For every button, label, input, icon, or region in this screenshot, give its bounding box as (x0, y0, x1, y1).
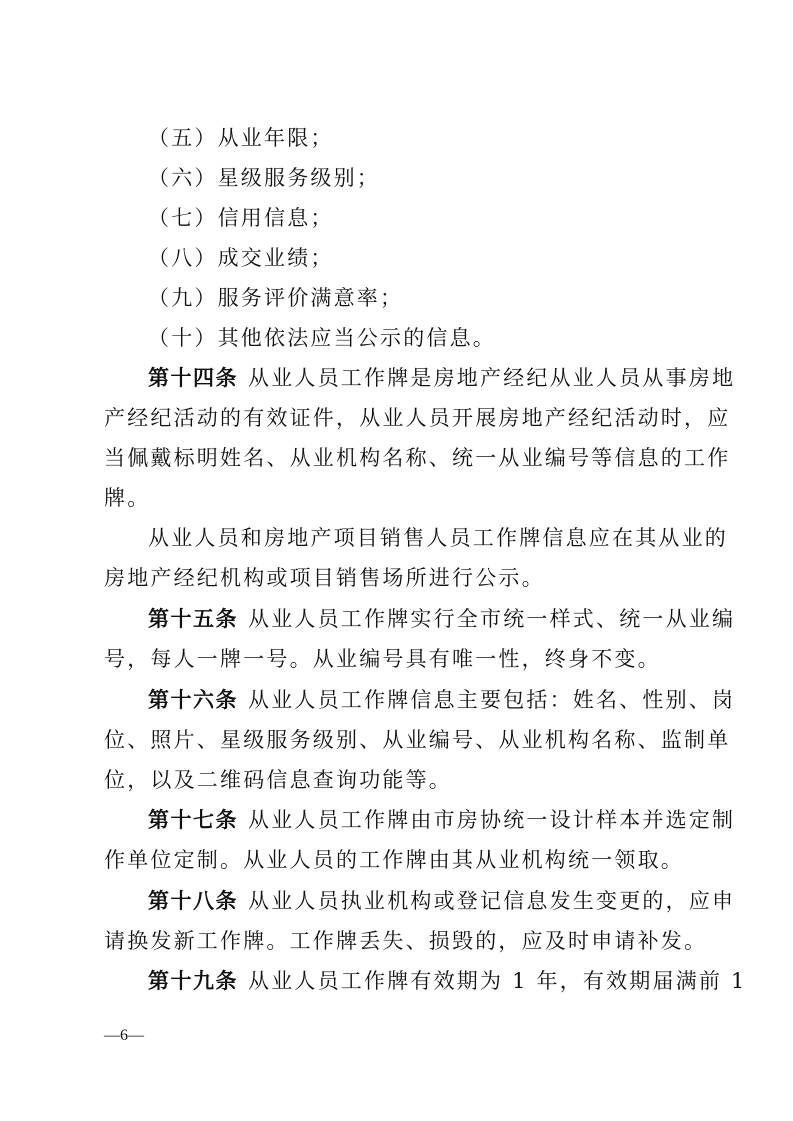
article-14-text-line: 产经纪活动的有效证件，从业人员开展房地产经纪活动时，应 (104, 406, 731, 430)
article-17-text-line: 从业人员工作牌由市房协统一设计样本并选定制 (248, 808, 736, 832)
article-19-heading: 第十九条 (148, 969, 238, 993)
article-16-text-line: 位、照片、星级服务级别、从业编号、从业机构名称、监制单 (104, 728, 731, 752)
article-14-text-line: 牌。 (104, 486, 151, 510)
article-14-text-line: 当佩戴标明姓名、从业机构名称、统一从业编号等信息的工作 (104, 446, 731, 470)
page-number: —6— (104, 1027, 144, 1044)
sales-paragraph-line: 房地产经纪机构或项目销售场所进行公示。 (104, 566, 545, 590)
article-16-text-line: 位，以及二维码信息查询功能等。 (104, 768, 452, 792)
article-14-heading: 第十四条 (148, 366, 238, 390)
list-item-5: （五）从业年限； (148, 126, 334, 150)
article-15-text-line: 从业人员工作牌实行全市统一样式、统一从业编 (248, 607, 736, 631)
list-item-6: （六）星级服务级别； (148, 166, 380, 190)
article-17-heading: 第十七条 (148, 808, 238, 832)
article-18-text-line: 请换发新工作牌。工作牌丢失、损毁的，应及时申请补发。 (104, 929, 708, 953)
article-14-text-line: 从业人员工作牌是房地产经纪从业人员从事房地 (248, 366, 736, 390)
list-item-7: （七）信用信息； (148, 206, 334, 230)
list-item-8: （八）成交业绩； (148, 246, 334, 270)
sales-paragraph-line: 从业人员和房地产项目销售人员工作牌信息应在其从业的 (148, 526, 728, 550)
article-16-first-line (148, 686, 748, 714)
article-15-heading: 第十五条 (148, 607, 238, 631)
article-18-text-line: 从业人员执业机构或登记信息发生变更的，应申 (248, 889, 736, 913)
article-15-text-line: 号，每人一牌一号。从业编号具有唯一性，终身不变。 (104, 647, 661, 671)
list-item-10: （十）其他依法应当公示的信息。 (148, 326, 496, 350)
article-17-text-line: 作单位定制。从业人员的工作牌由其从业机构统一领取。 (104, 848, 684, 872)
article-15-first-line (148, 605, 748, 633)
article-17-first-line (148, 806, 748, 834)
article-18-heading: 第十八条 (148, 889, 238, 913)
article-14-first-line (148, 364, 748, 392)
article-19-text-line: 从业人员工作牌有效期为 1 年，有效期届满前 1 (248, 969, 747, 993)
article-16-text-line: 从业人员工作牌信息主要包括：姓名、性别、岗 (248, 688, 736, 712)
list-item-9: （九）服务评价满意率； (148, 286, 404, 310)
article-16-heading: 第十六条 (148, 688, 238, 712)
article-19-first-line (148, 967, 748, 995)
article-18-first-line (148, 887, 748, 915)
